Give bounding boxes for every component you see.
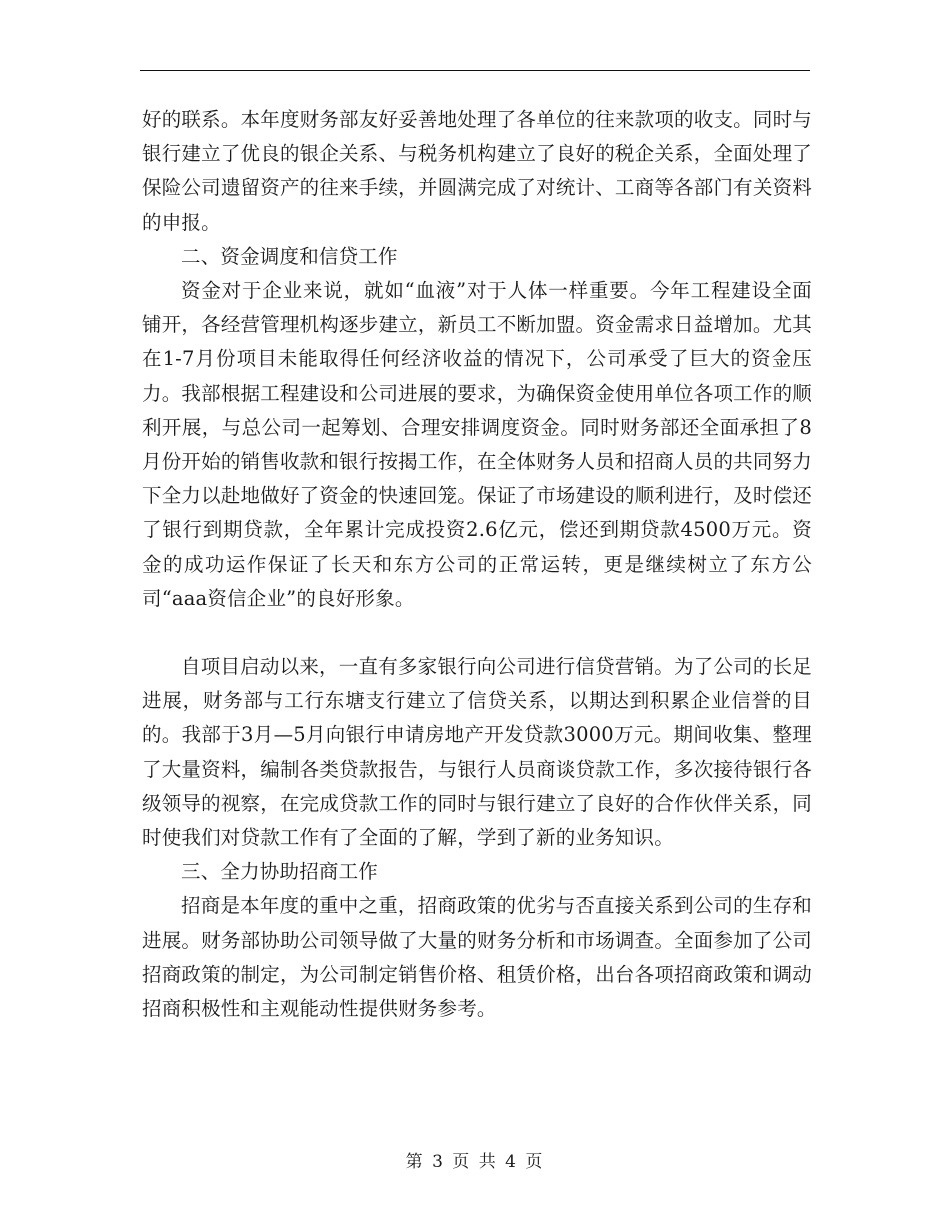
paragraph-gap [142, 616, 812, 650]
header-rule [140, 70, 810, 71]
section-heading-funds: 二、资金调度和信贷工作 [181, 244, 398, 268]
document-body [142, 103, 812, 1026]
paragraph-continuation: 好的联系。本年度财务部友好妥善地处理了各单位的往来款项的收支。同时与银行建立了优良的银企关系、与税务机构建立了良好的税企关系，全面处理了保险公司遗留资产的往来手续，并圆满完成了对统计、工商等各部门有关资料的申报。 [142, 108, 812, 234]
paragraph-investment: 招商是本年度的重中之重，招商政策的优劣与否直接关系到公司的生存和进展。财务部协助公司领导做了大量的财务分析和市场调查。全面参加了公司招商政策的制定，为公司制定销售价格、租赁价格，出台各项招商政策和调动招商积极性和主观能动性提供财务参考。 [142, 894, 812, 1021]
page-number: 第 3 页 共 4 页 [405, 1152, 545, 1172]
paragraph-funds: 资金对于企业来说，就如“血液”对于人体一样重要。今年工程建设全面铺开，各经营管理机构逐步建立，新员工不断加盟。资金需求日益增加。尤其在1-7月份项目未能取得任何经济收益的情况下，公司承受了巨大的资金压力。我部根据工程建设和公司进展的要求，为确保资金使用单位各项工作的顺利开展，与总公司一起筹划、合理安排调度资金。同时财务部还全面承担了8月份开始的销售收款和银行按揭工作，在全体财务人员和招商人员的共同努力下全力以赴地做好了资金的快速回笼。保证了市场建设的顺利进行，及时偿还了银行到期贷款，全年累计完成投资2.6亿元，偿还到期贷款4500万元。资金的成功运作保证了长天和东方公司的正常运转，更是继续树立了东方公司“aaa资信企业”的良好形象。 [142, 279, 812, 610]
section-heading-investment: 三、全力协助招商工作 [181, 860, 379, 884]
paragraph-credit: 自项目启动以来，一直有多家银行向公司进行信贷营销。为了公司的长足进展，财务部与工行东塘支行建立了信贷关系，以期达到积累企业信誉的目的。我部于3月—5月向银行申请房地产开发贷款3000万元。期间收集、整理了大量资料，编制各类贷款报告，与银行人员商谈贷款工作，多次接待银行各级领导的视察，在完成贷款工作的同时与银行建立了良好的合作伙伴关系，同时使我们对贷款工作有了全面的了解，学到了新的业务知识。 [142, 655, 812, 850]
